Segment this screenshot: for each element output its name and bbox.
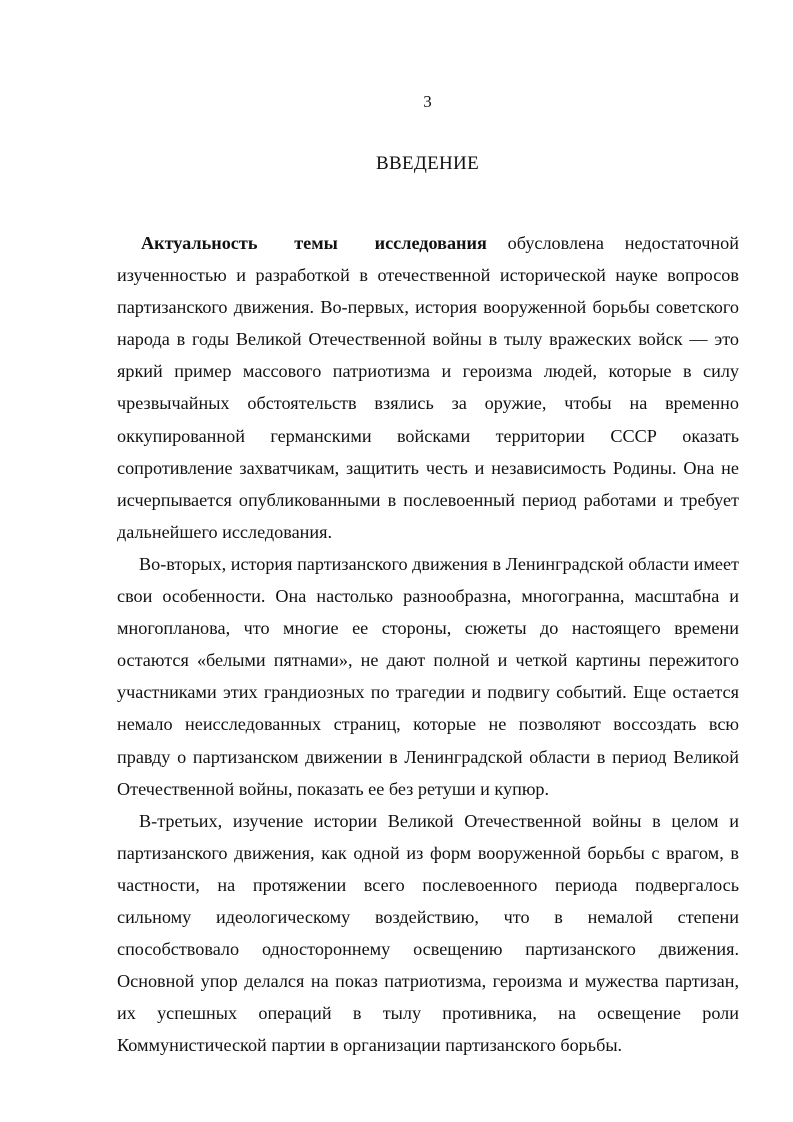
section-heading: ВВЕДЕНИЕ <box>376 153 479 174</box>
page-number: 3 <box>423 92 432 111</box>
paragraph-lead-bold: Актуальность темы исследования <box>141 233 487 253</box>
paragraph-relevance <box>117 227 739 548</box>
paragraph-text: обусловлена недостаточной изученностью и разработкой в отечественной исторической науке вопросов партизанского движения. Во-первых, история вооруженной борьбы советского народа в годы Великой Отечественной войны в тылу вражеских войск — это яркий пример массового патриотизма и героизма людей, которые в силу чрезвычайных обстоятельств взялись за оружие, чтобы на временно оккупированной германскими войсками территории СССР оказать сопротивление захватчикам, защитить честь и независимость Родины. Она не исчерпывается опубликованными в послевоенный период работами и требует дальнейшего исследования. <box>117 233 740 542</box>
paragraph-thirdly: В-третьих, изучение истории Великой Отечественной войны в целом и партизанского движения, как одной из форм вооруженной борьбы с врагом, в частности, на протяжении всего послевоенного периода подвергалось сильному идеологическому воздействию, что в немалой степени способствовало одностороннему освещению партизанского движения. Основной упор делался на показ патриотизма, героизма и мужества партизан, их успешных операций в тылу противника, на освещение роли Коммунистической партии в организации партизанского борьбы. <box>117 810 739 1056</box>
paragraph-secondly: Во-вторых, история партизанского движения в Ленинградской области имеет свои особенности. Она настолько разнообразна, многогранна, масштабна и многопланова, что многие ее стороны, сюжеты до настоящего времени остаются «белыми пятнами», не дают полной и четкой картины пережитого участниками этих грандиозных по трагедии и подвигу событий. Еще остается немало неисследованных страниц, которые не позволяют воссоздать всю правду о партизанском движении в Ленинградской области в период Великой Отечественной войны, показать ее без ретуши и купюр. <box>117 553 740 799</box>
body-text <box>117 227 739 1061</box>
